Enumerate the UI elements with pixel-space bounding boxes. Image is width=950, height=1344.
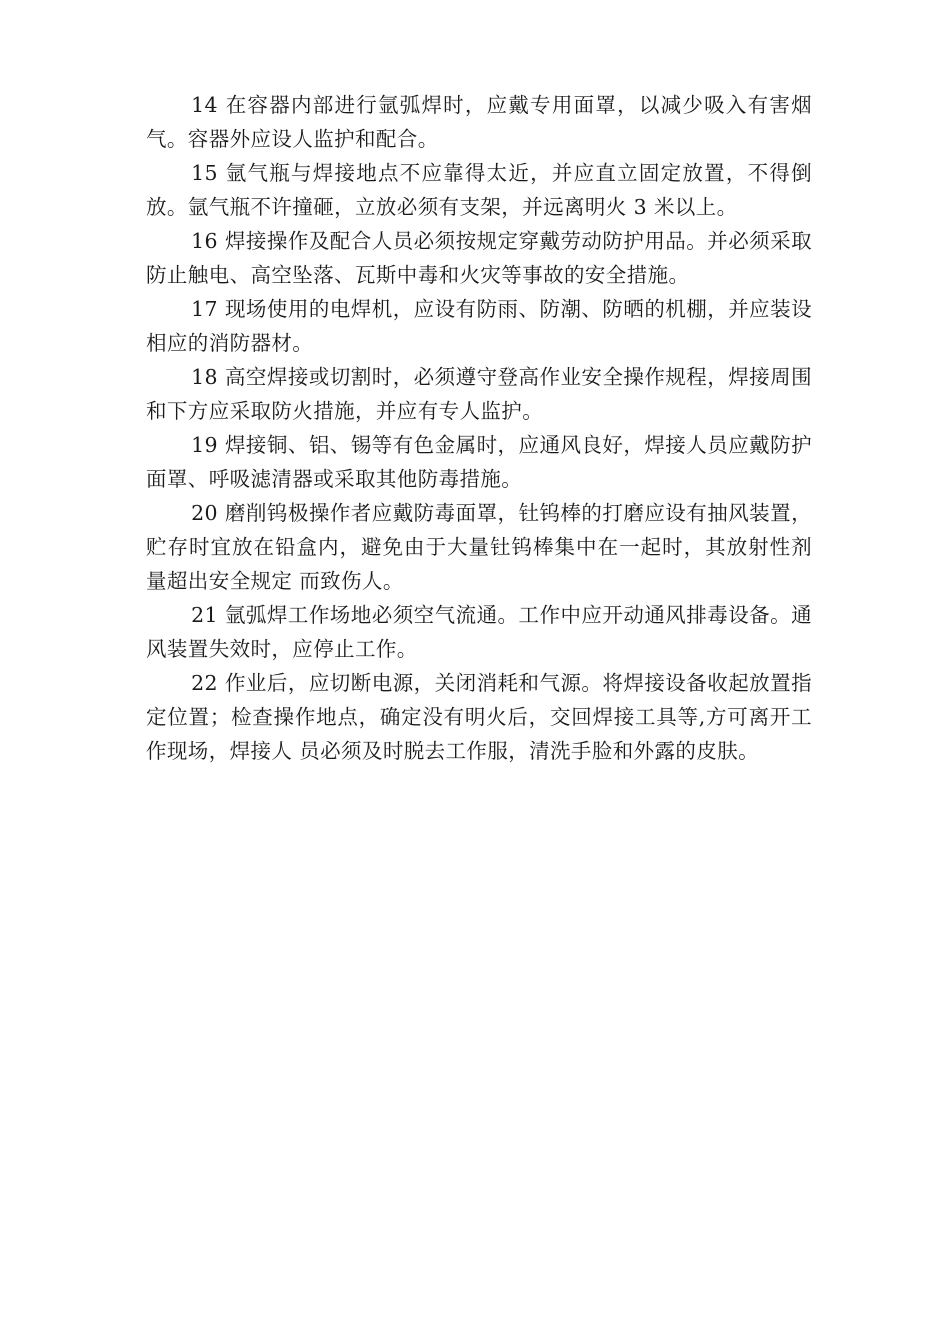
- paragraph-14: 14 在容器内部进行氩弧焊时，应戴专用面罩，以减少吸入有害烟气。容器外应设人监护和配合。: [146, 93, 812, 151]
- paragraph-16: 16 焊接操作及配合人员必须按规定穿戴劳动防护用品。并必须采取防止触电、高空坠落、瓦斯中毒和火灾等事故的安全措施。: [146, 229, 812, 287]
- paragraph-15: 15 氩气瓶与焊接地点不应靠得太近，并应直立固定放置，不得倒放。氩气瓶不许撞砸，立放必须有支架，并远离明火 3 米以上。: [146, 161, 812, 219]
- paragraph-19: 19 焊接铜、铝、锡等有色金属时，应通风良好，焊接人员应戴防护面罩、呼吸滤清器或采取其他防毒措施。: [146, 433, 812, 491]
- paragraph-22: 22 作业后，应切断电源，关闭消耗和气源。将焊接设备收起放置指定位置；检查操作地点，确定没有明火后，交回焊接工具等,方可离开工作现场，焊接人 员必须及时脱去工作服，清洗手脸和外露的皮肤。: [146, 671, 812, 763]
- paragraph-20: 20 磨削钨极操作者应戴防毒面罩，钍钨棒的打磨应设有抽风装置，贮存时宜放在铅盒内，避免由于大量钍钨棒集中在一起时，其放射性剂量超出安全规定 而致伤人。: [146, 501, 812, 593]
- paragraph-17: 17 现场使用的电焊机，应设有防雨、防潮、防晒的机棚，并应装设相应的消防器材。: [146, 297, 812, 355]
- paragraph-18: 18 高空焊接或切割时，必须遵守登高作业安全操作规程，焊接周围和下方应采取防火措施，并应有专人监护。: [146, 365, 812, 423]
- document-body: [146, 88, 812, 768]
- paragraph-21: 21 氩弧焊工作场地必须空气流通。工作中应开动通风排毒设备。通风装置失效时，应停止工作。: [146, 603, 812, 661]
